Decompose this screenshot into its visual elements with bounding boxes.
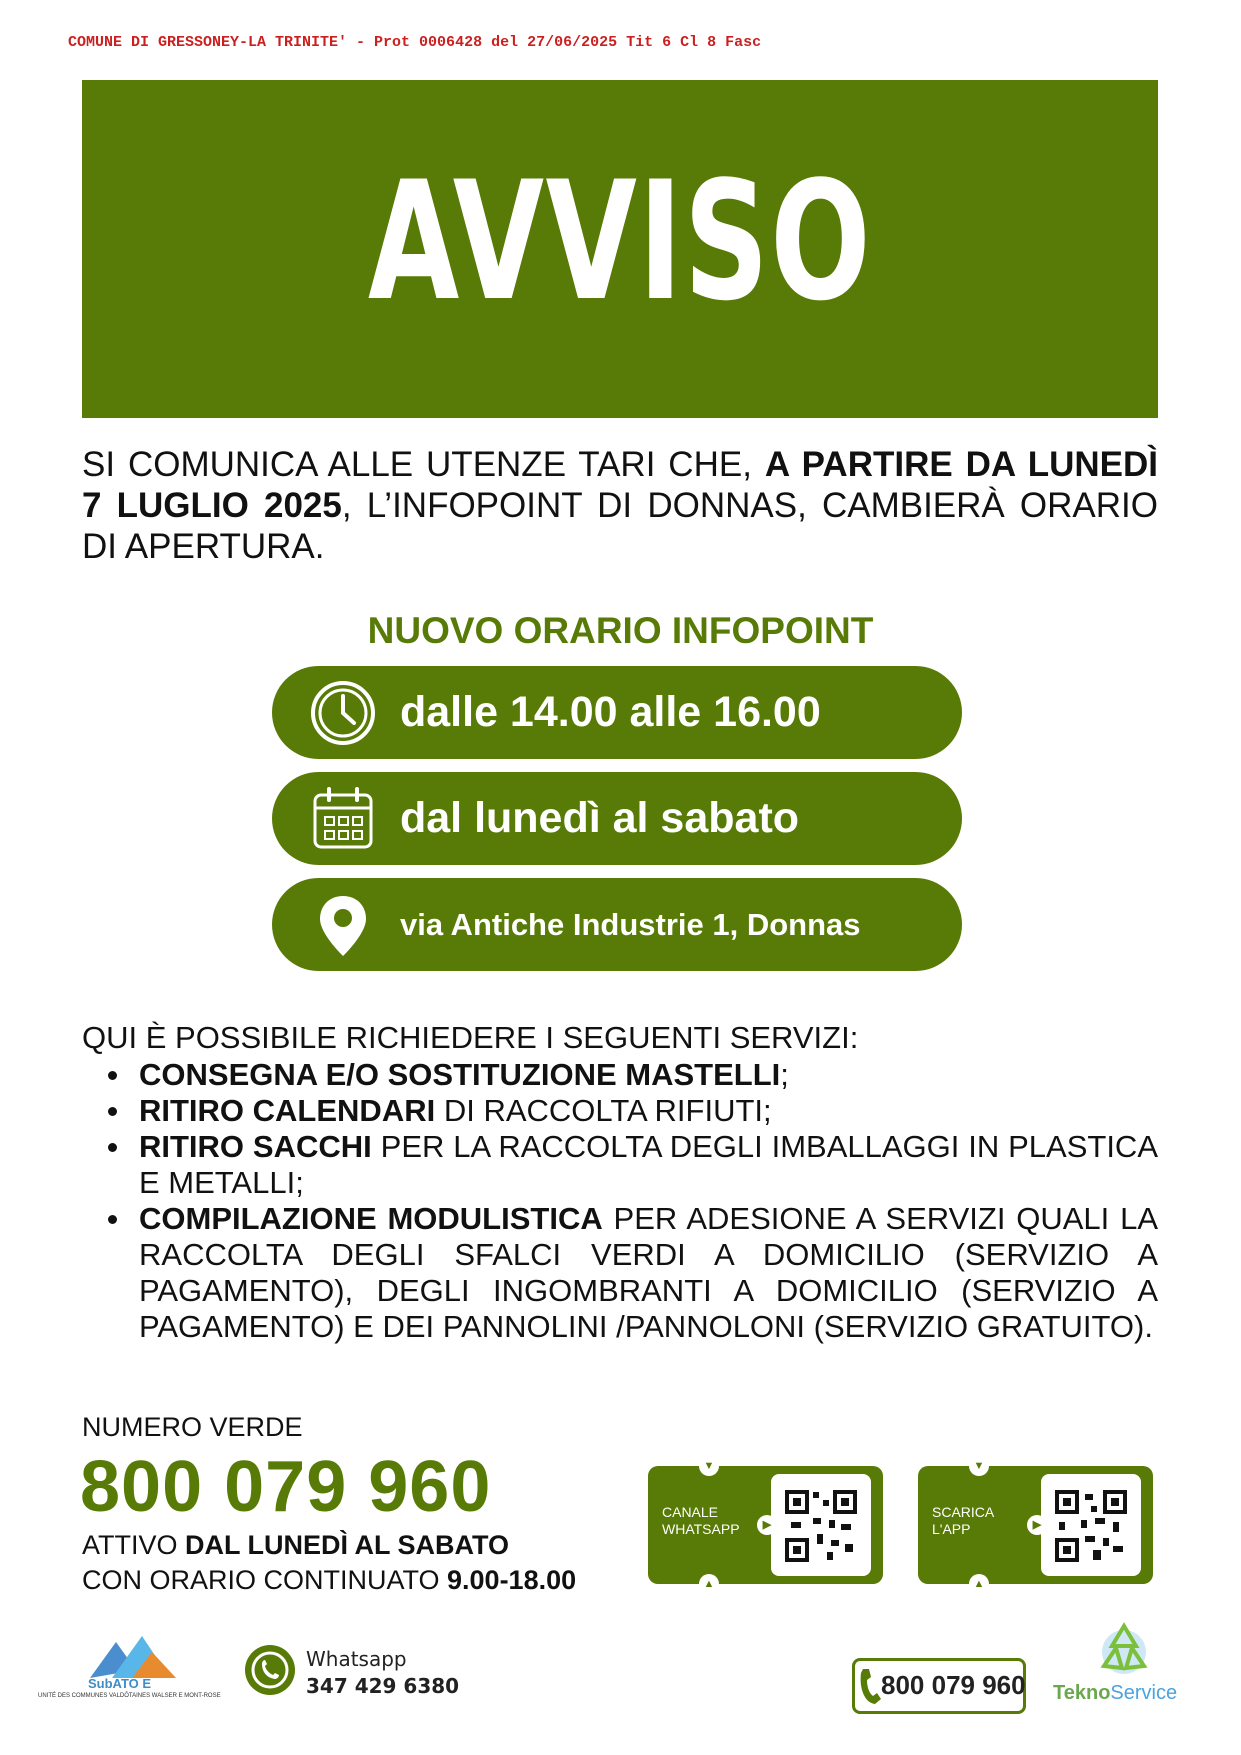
whatsapp-label: Whatsapp [306, 1647, 407, 1671]
intro-date: A PARTIRE DA LUNEDÌ 7 LUGLIO 2025 [82, 445, 1158, 525]
list-item [82, 1129, 1158, 1201]
intro-text-1: SI COMUNICA ALLE UTENZE TARI CHE, [82, 445, 765, 484]
schedule-address-text: via Antiche Industrie 1, Donnas [400, 907, 861, 942]
numero-verde-badge-text: 800 079 960 [881, 1670, 1026, 1700]
qr-code[interactable] [1041, 1474, 1141, 1576]
service-detail: PER ADESIONE A SERVIZI QUALI LA RACCOLTA DEGLI SFALCI VERDI A DOMICILIO (SERVIZIO A PAGAMENTO), DEGLI INGOMBRANTI A DOMICILIO (SERVIZIO A PAGAMENTO) E DEI PANNOLINI /PANNOLONI (SERVIZIO GRATUITO). [139, 1201, 1158, 1344]
whatsapp-qr-label [662, 1504, 752, 1538]
service-label: RITIRO SACCHI [139, 1129, 372, 1164]
banner-title: AVVISO [367, 146, 873, 337]
schedule-days-text: dal lunedì al sabato [400, 794, 800, 842]
tekno-prefix: Tekno [1053, 1682, 1111, 1704]
arrow-down-icon: ▼ [699, 1456, 719, 1476]
numero-verde-hours [82, 1565, 576, 1596]
numero-verde-days [82, 1530, 509, 1561]
qr-code[interactable] [771, 1474, 871, 1576]
service-label: COMPILAZIONE MODULISTICA [139, 1201, 603, 1236]
service-label: RITIRO CALENDARI [139, 1093, 436, 1128]
service-detail: PER LA RACCOLTA DEGLI IMBALLAGGI IN PLASTICA E METALLI; [139, 1129, 1159, 1200]
arrow-up-icon: ▲ [699, 1574, 719, 1594]
whatsapp-qr-card[interactable] [648, 1460, 883, 1590]
intro-paragraph [82, 444, 1158, 567]
protocol-stamp: COMUNE DI GRESSONEY-LA TRINITE' - Prot 0006428 del 27/06/2025 Tit 6 Cl 8 Fasc [68, 34, 762, 51]
tekno-suffix: Service [1110, 1682, 1178, 1704]
numero-verde-badge [852, 1658, 1026, 1714]
qr-label-line1: CANALE [662, 1504, 719, 1520]
avviso-banner [82, 80, 1158, 418]
schedule-title: NUOVO ORARIO INFOPOINT [367, 610, 874, 651]
qr-code-icon [771, 1474, 871, 1576]
subato-logo [90, 1630, 180, 1680]
subato-name: SubATO E [88, 1676, 152, 1691]
services-heading: QUI È POSSIBILE RICHIEDERE I SEGUENTI SERVIZI: [82, 1020, 859, 1055]
schedule-days-pill [272, 772, 962, 865]
tekno-recycle-logo [1092, 1622, 1156, 1680]
qr-label-line2: WHATSAPP [662, 1521, 740, 1537]
list-item [82, 1093, 1158, 1129]
arrow-right-icon: ▶ [1027, 1515, 1047, 1535]
days-bold: DAL LUNEDÌ AL SABATO [185, 1530, 510, 1560]
list-item [82, 1201, 1158, 1345]
qr-label-line1: SCARICA [932, 1504, 995, 1520]
arrow-right-icon: ▶ [757, 1515, 777, 1535]
whatsapp-icon[interactable] [242, 1642, 298, 1698]
arrow-down-icon: ▼ [969, 1456, 989, 1476]
hours-prefix: CON ORARIO CONTINUATO [82, 1565, 448, 1595]
arrow-up-icon: ▲ [969, 1574, 989, 1594]
phone-icon [857, 1667, 881, 1705]
hours-bold: 9.00-18.00 [447, 1565, 577, 1595]
whatsapp-number[interactable]: 347 429 6380 [306, 1674, 460, 1698]
service-label: CONSEGNA E/O SOSTITUZIONE MASTELLI [139, 1057, 781, 1092]
list-item [82, 1057, 1158, 1093]
teknoservice-logo-text [1053, 1682, 1177, 1705]
schedule-hours-pill [272, 666, 962, 759]
intro-text-2: , L’INFOPOINT DI DONNAS, CAMBIERÀ ORARIO DI APERTURA. [82, 486, 1159, 566]
subato-subtitle: UNITÉ DES COMMUNES VALDÔTAINES WALSER E MONT-ROSE [38, 1693, 221, 1699]
numero-verde-number[interactable]: 800 079 960 [80, 1447, 492, 1527]
service-detail: ; [780, 1057, 789, 1092]
clock-icon [310, 680, 376, 746]
location-pin-icon [310, 892, 376, 958]
qr-code-icon [1041, 1474, 1141, 1576]
service-detail: DI RACCOLTA RIFIUTI; [435, 1093, 772, 1128]
schedule-address-pill [272, 878, 962, 971]
days-prefix: ATTIVO [82, 1530, 186, 1560]
calendar-icon [310, 786, 376, 852]
qr-label-line2: L'APP [932, 1521, 971, 1537]
numero-verde-label: NUMERO VERDE [82, 1412, 303, 1442]
app-qr-label [932, 1504, 1022, 1538]
app-qr-card[interactable] [918, 1460, 1153, 1590]
services-list [82, 1057, 1158, 1345]
schedule-hours-text: dalle 14.00 alle 16.00 [400, 688, 821, 736]
